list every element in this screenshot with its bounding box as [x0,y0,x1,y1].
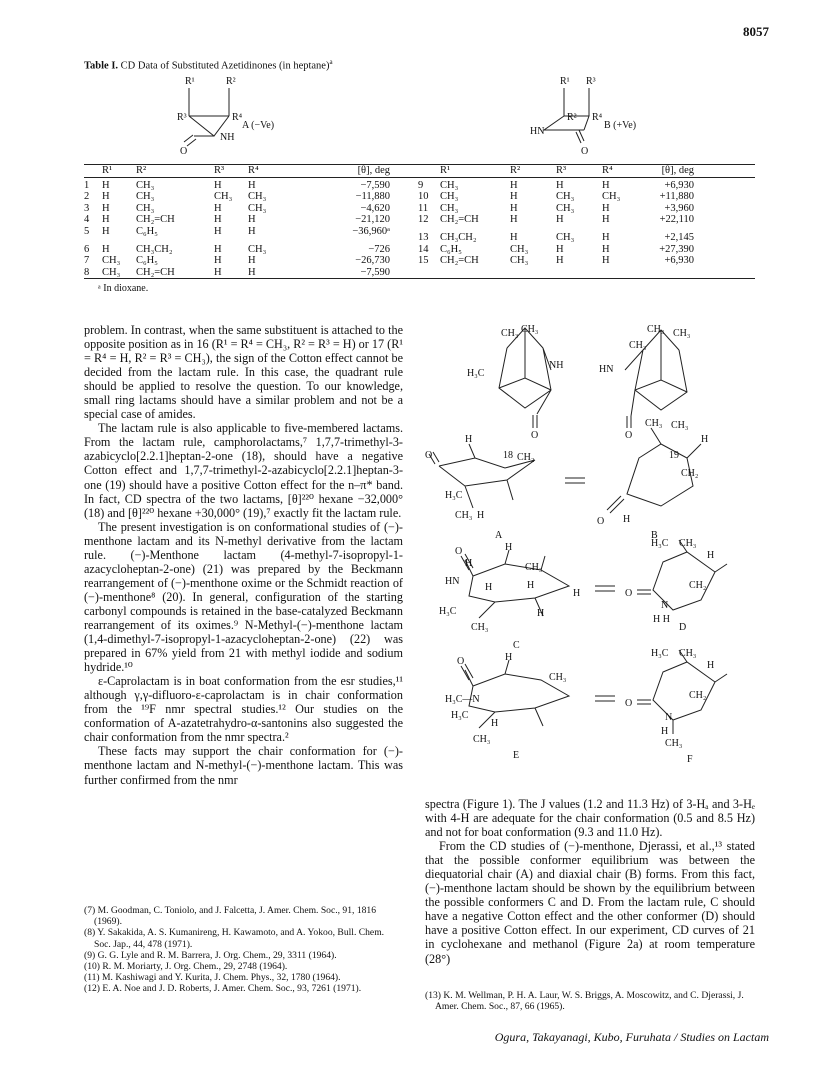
figF-ch3b: CH₃ [665,738,683,749]
table-cell: H [102,214,110,226]
table-cell: +2,145 [664,231,694,243]
fig19-ch3a: CH₃ [647,324,665,335]
table-left-half [84,165,390,278]
struct-b-r3: R² [567,112,577,123]
table-cell: CH₃ [510,255,529,267]
table-cell: CH₃ [248,243,267,255]
table-cell: H [602,255,610,267]
figE-h3cn: H₃C—N [445,694,480,705]
header-cell [84,165,102,177]
table-cell: CH₂=CH [440,214,479,226]
figD-hh: H H [653,614,670,625]
figE-o: O [457,656,465,667]
paragraph: The present investigation is on conformational studies of (−)-menthone lactam and its N-methyl derivative from the lactam rule. (−)-Menthone lactam (4-methyl-7-isopropyl-1-azacycloheptan-2-one) (21) was prepared by the Beckmann rearrangement of (−)-menthone oxime or the Schmidt reaction of (−)-menthone⁸ (20). In general, configuration of the starting carbonyl compounds is retained in the base-catalyzed Beckmann rearrangement of its oximes.⁹ N-Methyl-(−)-menthone lactam (1,4-dimethyl-7-isopropyl-1-azacycloheptan-2-one) (22) was prepared in 67% yield from 21 with methyl iodide and sodium hydride.¹⁰ [84,519,403,675]
table-cell: H [510,202,518,214]
table-row [84,214,390,226]
table-row [418,203,694,215]
table-cell: CH₂=CH [136,214,175,226]
figB-ch3b: CH₃ [671,420,689,431]
table-cell: H [602,179,610,191]
figD-h: H [707,550,715,561]
figE-ch3b: CH₃ [473,734,491,745]
figD-n: N [661,600,669,611]
figE-h2: H [491,718,499,729]
figC-hn: HN [445,576,460,587]
right-footnotes [425,990,755,1012]
table-cell: H [248,225,256,237]
table-row [84,226,390,238]
table-cell: H [102,225,110,237]
figC-label: C [513,640,520,651]
table-cell: CH₃ [440,179,459,191]
table-cell: H [602,214,610,226]
table-row [84,180,390,192]
figC-h1: H [465,558,473,569]
table-cell: CH₃ [136,179,155,191]
table-cell: H [510,179,518,191]
left-footnotes [84,905,403,995]
table-cell: CH₃ [556,231,575,243]
struct-a-r3: R³ [177,112,187,123]
table-cell: H [214,243,222,255]
table-cell: +11,880 [659,191,694,203]
figC-h4: H [527,580,535,591]
table-cell: −4,620 [360,202,390,214]
table-cell: H [248,179,256,191]
figA-ch3: CH₃ [455,510,473,521]
header-cell: [θ], deg [661,165,694,176]
table-cell: H [102,179,110,191]
table-cell: H [214,214,222,226]
table-cell: H [510,191,518,203]
figB-h2: H [623,514,631,525]
table-cell: +22,110 [659,214,694,226]
header-cell: [θ], deg [357,165,390,176]
table-row [418,191,694,203]
table-caption-label: Table I. [84,60,119,72]
figC-h5: H [573,588,581,599]
table-cell: 13 [418,231,429,243]
table-header-row-left [84,165,390,177]
figA-ch2: CH₂ [517,452,535,463]
table-cell: 5 [84,225,90,237]
table-cell: CH₃CH₂ [440,231,477,243]
table-cell: CH₃ [248,202,267,214]
figA-h3c: H₃C [445,490,463,501]
figB-h: H [701,434,709,445]
table-cell: H [602,202,610,214]
table-cell: H [214,255,222,267]
table-cell: 3 [84,202,90,214]
table-cell: 8 [84,266,90,278]
fig19-hn: HN [599,364,614,375]
footnote: (9) G. G. Lyle and R. M. Barrera, J. Org. Chem., 29, 3311 (1964). [84,949,337,961]
structure-figures [425,318,755,796]
table-cell: H [102,202,110,214]
struct-a-r1: R¹ [185,76,195,87]
table-cell: 1 [84,179,90,191]
struct-a-nh: NH [220,132,235,143]
figF-ch3: CH₃ [679,648,697,659]
table-cell: +6,930 [664,255,694,267]
header-cell [418,165,440,177]
table-cell: H [214,202,222,214]
table-row [418,180,694,192]
table-cell: −7,590 [360,266,390,278]
footnote: (13) K. M. Wellman, P. H. A. Laur, W. S. Briggs, A. Moscowitz, and C. Djerassi, J. Amer. Chem. Soc., 87, 66 (1965). [425,990,744,1013]
footnote: (10) R. M. Moriarty, J. Org. Chem., 29, 2748 (1964). [84,961,288,973]
table-row [84,244,390,256]
fig18-label: 18 [503,450,513,461]
figF-ch2: CH₂ [689,690,707,701]
table-cell: CH₃ [136,191,155,203]
figD-ch3: CH₃ [679,538,697,549]
table-cell: 9 [418,179,424,191]
figE-h: H [505,652,513,663]
table-cell: 6 [84,243,90,255]
table-cell: CH₃ [214,191,233,203]
fig18-ch3a: CH₃ [501,328,519,339]
table-cell: CH₃ [556,202,575,214]
figB-label: B [651,530,658,541]
table-cell: 11 [418,202,429,214]
header-cell: R⁴ [602,165,613,176]
table-cell: CH₂=CH [440,255,479,267]
page-number: 8057 [743,24,769,39]
table-cell: H [248,214,256,226]
table-cell: −21,120 [355,214,390,226]
table-cell: CH₃ [556,191,575,203]
table-cell: H [510,214,518,226]
table-cell: CH₃ [102,266,121,278]
figA-label: A [495,530,503,541]
table-cell: H [602,243,610,255]
table-right-half [418,165,694,267]
table-cell: CH₂=CH [136,266,175,278]
fig18-nh: NH [549,360,564,371]
footnote: (12) E. A. Noe and J. D. Roberts, J. Amer. Chem. Soc., 93, 7261 (1971). [84,983,362,995]
table-cell: H [248,255,256,267]
fig18-o: O [531,430,539,441]
table-cell: H [556,243,564,255]
fig18-h3c: H₃C [467,368,485,379]
table-cell: −11,880 [355,191,390,203]
table-row [84,255,390,267]
table-cell: CH₃ [136,202,155,214]
table-cell: +6,930 [664,179,694,191]
header-cell: R¹ [102,165,113,176]
table-row [418,244,694,256]
fig19-o: O [625,430,633,441]
struct-b-o: O [581,146,589,157]
paragraph: These facts may support the chair conformation for (−)-menthone lactam and N-methyl-(−)-menthone lactam. This was further confirmed from the nmr [84,744,403,787]
table-cell: CH₃ [602,191,621,203]
table-row [418,214,694,226]
table-row [418,255,694,267]
struct-b-r2: R³ [586,76,596,87]
header-cell: R¹ [440,165,451,176]
table-cell: CH₃ [440,202,459,214]
table-cell: H [214,266,222,278]
figA-h2: H [477,510,485,521]
figD-h3c: H₃C [651,538,669,549]
table-cell: 7 [84,255,90,267]
table-cell: H [214,179,222,191]
figC-h3c: H₃C [439,606,457,617]
figD-ch2: CH₂ [689,580,707,591]
running-footer: Ogura, Takayanagi, Kubo, Furuhata / Studies on Lactam [494,1030,769,1044]
table-cell: +27,390 [659,243,694,255]
figE-ch3: CH₃ [549,672,567,683]
table-cell: H [102,243,110,255]
table-row [84,267,390,279]
footnote: (8) Y. Sakakida, A. S. Kumanireng, H. Kawamoto, and A. Yokoo, Bull. Chem. Soc. Jap., 44, 478 (1971). [84,927,385,950]
table-cell: 15 [418,255,429,267]
figA-h: H [465,434,473,445]
figA-o: O [425,450,433,461]
table-cell: +3,960 [664,202,694,214]
figF-n: N [665,712,673,723]
table-row [84,191,390,203]
paragraph: spectra (Figure 1). The J values (1.2 and 11.3 Hz) of 3-Hₐ and 3-Hₑ with 4-H are adequate for the chair conformation (0.5 and 8.5 Hz) and not for boat conformation (9.3 and 11.0 Hz). [425,797,755,840]
table-cell: CH₃CH₂ [136,243,173,255]
header-cell: R² [136,165,147,176]
struct-b-hn: HN [530,126,545,137]
left-column-text [84,323,403,787]
figE-h3c: H₃C [451,710,469,721]
table-cell: CH₃ [102,255,121,267]
figF-h2: H [661,726,669,737]
table-row [84,203,390,215]
figE-label: E [513,750,520,761]
table-cell: −7,590 [360,179,390,191]
figC-o: O [455,546,463,557]
figD-o: O [625,588,633,599]
table-cell: CH₃ [440,191,459,203]
header-cell: R³ [556,165,567,176]
table-cell: −726 [368,243,390,255]
table-cell: H [248,266,256,278]
figF-label: F [687,754,693,765]
table-caption-note: a [329,58,333,66]
fig19-label: 19 [669,450,679,461]
table-row [418,232,694,244]
table-cell: H [556,214,564,226]
figF-o: O [625,698,633,709]
figC-ch3: CH₃ [525,562,543,573]
figC-h2: H [505,542,513,553]
paragraph: problem. In contrast, when the same substituent is attached to the opposite position as in 16 (R¹ = R⁴ = CH₃, R² = R³ = H) or 17 (R¹ = R⁴ = H, R² = R³ = CH₃), the sign of the Cotton effect cannot be decided from the lactam rule. In this case, the quadrant rule should be applied to resolve the question. To our knowledge, small ring lactams should have a similar problem and not be a special case of amides. [84,323,403,422]
fig19-ch3b: CH₃ [673,328,691,339]
table-cell: 12 [418,214,429,226]
table-cell: H [214,225,222,237]
figC-h3: H [485,582,493,593]
struct-a-r2: R² [226,76,236,87]
table-header-row-right [418,165,694,177]
figF-h3c: H₃C [651,648,669,659]
header-cell: R⁴ [248,165,259,176]
figB-ch3a: CH₃ [645,418,663,429]
table-cell: H [102,191,110,203]
table-cell: C₆H₅ [440,243,462,255]
table-cell: C₆H₅ [136,255,158,267]
figC-ch3b: CH₃ [471,622,489,633]
table-cell: CH₃ [510,243,529,255]
fig18-ch3b: CH₃ [521,324,539,335]
table-cell: C₆H₅ [136,225,158,237]
table-cell: −26,730 [355,255,390,267]
figC-h6: H [537,608,545,619]
table-cell: 2 [84,191,90,203]
struct-a-label: A (−Ve) [242,120,275,131]
table-cell: 14 [418,243,429,255]
paragraph: From the CD studies of (−)-menthone, Djerassi, et al.,¹³ stated that the possible conformer equilibrium was between the diequatorial chair (A) and diaxial chair (B) forms. From this fact, (−)-menthone lactam should be shown by the equilibrium between the possible conformers C and D. From the lactam rule, C should have a negative Cotton effect and the other conformer (D) should have a positive Cotton effect. In our experiment, CD curves of 21 in cyclohexane and methanol (Figure 2a) at room temperature (28°) [425,839,755,966]
struct-b-label: B (+Ve) [604,120,637,131]
figF-h: H [707,660,715,671]
table-cell: H [556,179,564,191]
table-cell: −36,960ᵃ [352,225,390,237]
footnote: (11) M. Kashiwagi and Y. Kurita, J. Chem. Phys., 32, 1780 (1964). [84,972,341,984]
footnote: (7) M. Goodman, C. Toniolo, and J. Falcetta, J. Amer. Chem. Soc., 91, 1816 (1969). [84,905,377,928]
struct-a-o: O [180,146,188,157]
table-cell: 10 [418,191,429,203]
header-cell: R³ [214,165,225,176]
table-cell: CH₃ [248,191,267,203]
paragraph: The lactam rule is also applicable to five-membered lactams. From the lactam rule, camphorolactams,⁷ 1,7,7-trimethyl-3-azabicyclo[2.2.1]heptan-2-one (18), should have a negative Cotton effect and 1,7,7-trimethyl-2-azabicyclo[2.2.1]heptan-3-one (19) should have a positive Cotton effect for the n–π* band. In fact, CD spectra of the two lactams, [θ]²²⁰ hexane −32,000° (18) and [θ]²²⁰ hexane +30,000° (19),⁷ exactly fit the lactam rule. [84,421,403,520]
figB-o: O [597,516,605,527]
struct-b-r4: R⁴ [592,112,603,123]
table-cell: H [556,255,564,267]
table-cell: 4 [84,214,90,226]
paragraph: ε-Caprolactam is in boat conformation from the esr studies,¹¹ although γ,γ-difluoro-ε-caprolactam is in chair conformation from the ¹⁹F nmr spectral studies.¹² Our studies on the conformation of A-azatetrahydro-α-santonins also suggested the chair conformation from the nmr spectra.² [84,674,403,745]
figD-label: D [679,622,687,633]
fig19-ch3c: CH₃ [629,340,647,351]
figB-ch2: CH₂ [681,468,699,479]
struct-b-r1: R¹ [560,76,570,87]
table-cell: H [602,231,610,243]
header-cell: R² [510,165,521,176]
table-caption-text: CD Data of Substituted Azetidinones (in heptane) [120,60,330,72]
right-column-text [425,797,755,966]
table-cell: H [510,231,518,243]
table-footnote: ᵃ In dioxane. [98,283,149,294]
struct-a-r4: R⁴ [232,112,243,123]
